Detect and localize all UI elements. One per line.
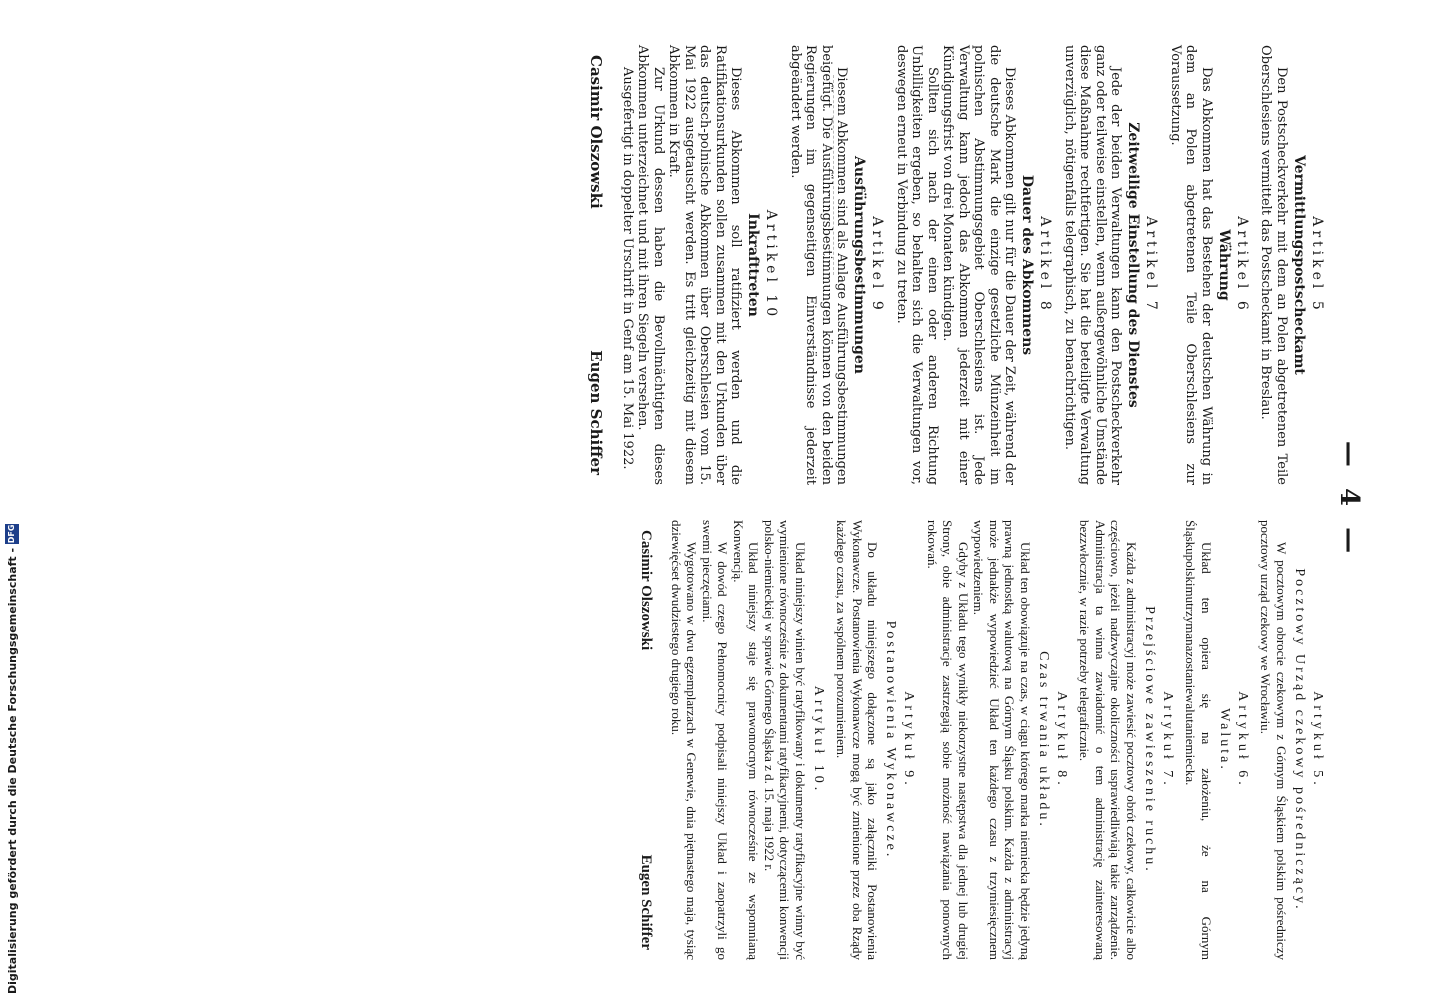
article-paragraph: Układ ten obowiązuje na czas, w ciągu którego marka niemiecka będzie jedyną prawną jednostką walutową na Górnym Śląsku polskim. Każda z administracyj może jednakże wypowiedzieć Układ ten każdego czasu z trzymiesięcznem wypowiedzeniem. — [971, 520, 1033, 960]
signature: Casimir Olszowski — [638, 530, 655, 651]
digitization-text: Digitalisierung gefördert durch die Deutsche Forschungsgemeinschaft - — [5, 547, 19, 994]
article-subtitle: Währung — [1216, 229, 1232, 301]
page-number: — 4 — — [1334, 440, 1364, 560]
article-paragraph: Układ niniejszy winien być ratyfikowany i dokumenty ratyfikacyjne winny być wymienione równocześnie z dokumentami ratyfikacyjnemi, dotyczącemi konwencji polsko-niemieckiej w sprawie Górnego Śląska z d. 15. maja 1922 r. — [762, 520, 808, 960]
article-paragraph: W pocztowym obrocie czekowym z Górnym Śląskiem polskim pośredniczy pocztowy urząd czekowy we Wrocławiu. — [1258, 520, 1289, 960]
article-subtitle: Vermittlungspostscheckamt — [1291, 155, 1307, 375]
divider-line — [832, 75, 834, 275]
article-title: Artykuł 9. — [901, 691, 917, 789]
article-title: Artykuł 6. — [1235, 691, 1250, 789]
article-title: Artikel 10 — [763, 209, 780, 321]
article-paragraph: Dieses Abkommen soll ratifiziert werden und die Ratifikationsurkunden sollen zusammen mit den Urkunden über das deutsch-polnische Abkommen über Oberschlesien vom 15. Mai 1922 ausgetauscht werden. Es tritt gleichzeitig mit diesem Abkommen in Kraft. — [666, 45, 744, 485]
article-pl-9 — [834, 520, 917, 960]
article-pl-5 — [1258, 520, 1325, 960]
signature: Casimir Olszowski — [587, 55, 606, 209]
article-paragraph: Każda z administracyj może zawiesić pocztowy obrót czekowy, całkowicie albo częściowo, jeżeli nadzwyczajne okoliczności usprawiedliwiają takie zarządzenie. Administracja ta winna zawiadomić o tem administrację zainteresowaną bezzwłocznie, w razie potrzeby telegraficznie. — [1077, 520, 1139, 960]
article-subtitle: Pocztowy Urząd czekowy pośredniczący. — [1292, 568, 1307, 912]
article-pl-8 — [925, 520, 1070, 960]
signature: Eugen Schiffer — [638, 854, 655, 950]
signature: Eugen Schiffer — [587, 350, 606, 475]
article-paragraph: Das Abkommen hat das Bestehen der deutschen Währung in dem an Polen abgetretenen Teile Oberschlesiens zur Voraussetzung. — [1168, 45, 1214, 485]
article-subtitle: Waluta. — [1217, 708, 1232, 772]
article-de-6 — [1168, 45, 1251, 485]
article-pl-7 — [1077, 520, 1175, 960]
article-de-7 — [1062, 45, 1160, 485]
article-subtitle: Ausführungsbestimmungen — [851, 156, 868, 374]
article-subtitle: Postanowienia Wykonawcze. — [883, 620, 899, 860]
article-paragraph: Wygotowano w dwu egzemplarzach w Genewie, dnia piętnastego maja, tysiąc dziewięćset dwudziestego drugiego roku. — [669, 520, 700, 960]
article-title: Artykuł 7. — [1160, 691, 1175, 789]
article-de-9 — [788, 45, 886, 485]
article-title: Artykuł 8. — [1054, 691, 1069, 789]
article-paragraph: Do układu niniejszego dołączone są jako załączniki Postanowienia Wykonawcze. Postanowienia Wykonawcze mogą być zmienione przez oba Rządy każdego czasu, za wspólnem porozumieniem. — [834, 520, 881, 960]
article-title: Artykuł 5. — [1310, 691, 1325, 789]
article-subtitle: Przejściowe zawieszenie ruchu. — [1142, 606, 1157, 874]
article-paragraph: Dieses Abkommen gilt nur für die Dauer der Zeit, während der die deutsche Mark die einzige gesetzliche Münzeinheit im polnischen Abstimmungsgebiet Oberschlesiens ist. Jede Verwaltung kann jedoch das Abkommen jederzeit mit einer Kündigungsfrist von drei Monaten kündigen. — [940, 45, 1018, 485]
dfg-logo-icon: DFG — [5, 524, 19, 544]
margin-strip — [0, 0, 24, 1000]
article-title: Artikel 7 — [1143, 216, 1160, 314]
article-paragraph: Zur Urkund dessen haben die Bevollmächtigten dieses Abkommen unterzeichnet und mit ihren Siegeln versehen. — [635, 45, 666, 485]
article-de-8 — [894, 45, 1054, 485]
article-paragraph: Gdyby z Układu tego wynikły niekorzystne następstwa dla jednej lub drugiej Strony, obie administracje zastrzegają sobie możność nawiązania ponownych rokowań. — [925, 520, 971, 960]
article-paragraph: Sollten sich nach der einen oder anderen Richtung Unbilligkeiten ergeben, so behalten sich die Verwaltungen vor, deswegen erneut in Verbindung zu treten. — [894, 45, 940, 485]
article-de-5 — [1258, 45, 1325, 485]
article-pl-10 — [669, 520, 827, 960]
article-paragraph: Ausgefertigt in doppelter Urschrift in Genf am 15. Mai 1922. — [620, 67, 635, 470]
article-de-10 — [620, 45, 780, 485]
article-subtitle: Czas trwania układu. — [1036, 651, 1051, 829]
article-subtitle: Dauer des Abkommens — [1019, 174, 1036, 356]
digitization-note — [0, 0, 24, 1000]
article-title: Artikel 6 — [1234, 216, 1250, 314]
article-title: Artykuł 10. — [811, 685, 826, 795]
article-title: Artikel 8 — [1037, 216, 1054, 314]
article-paragraph: Den Postscheckverkehr mit dem an Polen abgetretenen Teile Oberschlesiens vermittelt das Postscheckamt in Breslau. — [1258, 45, 1289, 485]
article-paragraph: Diesem Abkommen sind als Anlage Ausführungsbestimmungen beigefügt. Die Ausführungsbestimmungen können von den beiden Regierungen im gegenseitigen Einverständnisse jederzeit abgeändert werden. — [788, 45, 850, 485]
article-pl-6 — [1183, 520, 1250, 960]
german-signatures — [588, 45, 606, 485]
article-paragraph: Jede der beiden Verwaltungen kann den Postscheckverkehr ganz oder teilweise einstellen, wenn außergewöhnliche Umstände diese Maßnahme rechtfertigen. Sie hat die beteiligte Verwaltung unverzüglich, nötigenfalls telegraphisch, zu benachrichtigen. — [1062, 45, 1124, 485]
polish-signatures — [638, 520, 655, 960]
article-paragraph: W dowód czego Pełnomocnicy podpisali niniejszy Układ i zaopatrzyli go swemi pieczęciami. — [700, 520, 731, 960]
german-column — [588, 45, 1330, 485]
article-subtitle: Inkrafttreten — [745, 213, 762, 317]
article-paragraph: Układ ten opiera się na założeniu, że na Górnym Śląskupolskimutrzymanazostaniewalutaniemiecka. — [1183, 520, 1214, 960]
article-title: Artikel 9 — [869, 216, 886, 314]
article-title: Artikel 5 — [1309, 216, 1325, 314]
article-paragraph: Układ niniejszy staje się prawomocnym równocześnie ze wspomnianą Konwencją. — [731, 520, 762, 960]
polish-column — [638, 520, 1330, 960]
article-subtitle: Zeitweilige Einstellung des Dienstes — [1125, 122, 1142, 408]
